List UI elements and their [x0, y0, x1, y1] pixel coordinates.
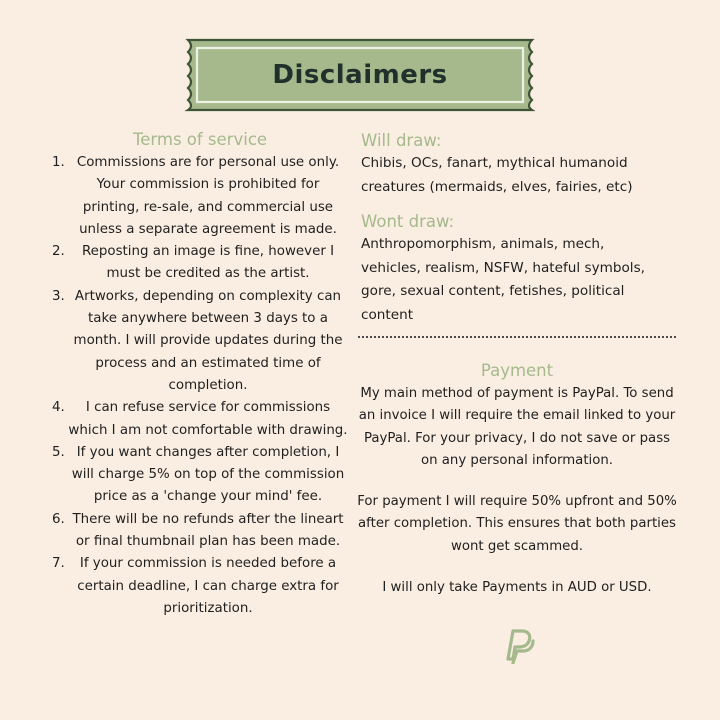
will-draw-text: Chibis, OCs, fanart, mythical humanoid creatures (mermaids, elves, fairies, etc): [361, 155, 633, 195]
wont-draw-heading: Wont draw:: [361, 212, 455, 231]
terms-item-text: If you want changes after completion, I will charge 5% on top of the commission price as a 'change your mind' fee.: [71, 444, 345, 505]
terms-item-number: 1.: [52, 155, 65, 170]
terms-item-text: Reposting an image is fine, however I must be credited as the artist.: [81, 244, 335, 282]
terms-item: [52, 509, 348, 554]
wont-draw-text: Anthropomorphism, animals, mech, vehicles, realism, NSFW, hateful symbols, gore, sexual content, fetishes, political content: [361, 236, 645, 323]
terms-list: [52, 152, 348, 620]
dotted-divider: [358, 336, 676, 338]
terms-item-number: 7.: [52, 556, 65, 572]
payment-paragraph: My main method of payment is PayPal. To send an invoice I will require the email linked to your PayPal. For your privacy, I do not save or pass on any personal information.: [358, 386, 676, 468]
terms-item: [52, 152, 348, 241]
payment-paragraph: For payment I will require 50% upfront and 50% after completion. This ensures that both parties wont get scammed.: [357, 494, 677, 554]
terms-item-number: 5.: [52, 444, 65, 460]
payment-heading: Payment: [480, 361, 554, 380]
paypal-icon: [499, 626, 537, 664]
terms-item: [52, 397, 348, 442]
title-banner: [180, 38, 540, 112]
terms-item-text: Artworks, depending on complexity can take anywhere between 3 days to a month. I will provide updates during the process and an estimated time of completion.: [73, 288, 343, 393]
terms-heading: Terms of service: [132, 130, 268, 149]
terms-item-text: If your commission is needed before a certain deadline, I can charge extra for prioritization.: [77, 556, 339, 616]
terms-item: [52, 553, 348, 620]
terms-item-number: 6.: [52, 511, 65, 527]
payment-paragraph: I will only take Payments in AUD or USD.: [382, 580, 652, 595]
will-draw-heading: Will draw:: [361, 131, 442, 150]
terms-item-text: I can refuse service for commissions which I am not comfortable with drawing.: [68, 400, 348, 438]
terms-item-number: 3.: [52, 288, 65, 304]
terms-item-text: There will be no refunds after the lineart or final thumbnail plan has been made.: [72, 511, 344, 550]
terms-item-number: 2.: [52, 244, 65, 260]
page-title: Disclaimers: [272, 60, 448, 90]
terms-item: [52, 286, 348, 397]
terms-item: [52, 442, 348, 509]
terms-item-text: Commissions are for personal use only. Your commission is prohibited for printing, re-sale, and commercial use unless a separate agreement is made.: [76, 155, 340, 237]
terms-item: [52, 241, 348, 286]
terms-item-number: 4.: [52, 400, 65, 416]
